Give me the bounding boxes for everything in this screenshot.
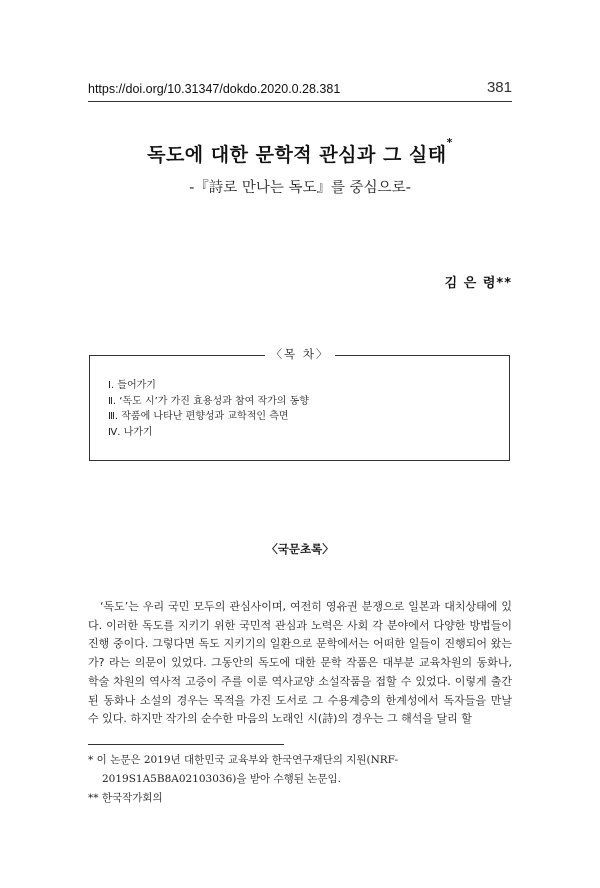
toc-item[interactable]: Ⅱ. ‘독도 시’가 가진 효용성과 참여 작가의 동향: [108, 395, 309, 407]
toc-item[interactable]: Ⅲ. 작품에 나타난 편향성과 교학적인 측면: [108, 411, 289, 422]
abstract-body: [88, 598, 512, 729]
footnote-funding: * 이 논문은 2019년 대한민국 교육부와 한국연구재단의 지원(NRF-2019S1A5B8A02103036)을 받아 수행된 논문임.: [88, 754, 399, 785]
toc-heading-text: 〈목 차〉: [265, 347, 336, 361]
article-subtitle: -『詩로 만나는 독도』를 중심으로-: [189, 180, 411, 196]
abstract-heading: 〈국문초록〉: [266, 542, 334, 556]
footnote-affiliation: ** 한국작가회의: [88, 792, 163, 804]
abstract-paragraph: ‘독도’는 우리 국민 모두의 관심사이며, 여전히 영유권 분쟁으로 일본과 대치상태에 있다. 이러한 독도를 지키기 위한 국민적 관심과 노력은 사회 각 분야에서 다양한 방법들이 진행 중이다. 그렇다면 독도 지키기의 일환으로 문학에서는 어떠한 일들이 진행되어 왔는가? 라는 의문이 있었다. 그동안의 독도에 대한 문학 작품은 대부분 교육차원의 동화나, 학술 차원의 역사적 고증이 주를 이룬 역사교양 소설작품을 접할 수 있었다. 이렇게 출간된 동화나 소설의 경우는 목적을 가진 도서로 그 수용계층의 한계성에서 독자들을 만날 수 있다. 하지만 작가의 순수한 마음의 노래인 시(詩)의 경우는 그 해석을 달리 할: [88, 600, 512, 726]
footnote-rule: [88, 744, 284, 745]
doi-link[interactable]: https://doi.org/10.31347/dokdo.2020.0.28.381: [88, 82, 341, 96]
page-number: 381: [486, 79, 512, 96]
article-title: [0, 136, 600, 167]
author-name: 김 은 령**: [444, 276, 512, 291]
toc-list: [108, 378, 309, 440]
page-header: [88, 79, 512, 101]
toc-item[interactable]: Ⅳ. 나가기: [108, 426, 153, 438]
toc-item[interactable]: Ⅰ. 들어가기: [108, 380, 156, 391]
footnotes: [88, 751, 512, 808]
toc-heading: [0, 346, 600, 362]
title-text: 독도에 대한 문학적 관심과 그 실태: [147, 144, 447, 166]
header-rule: [88, 101, 512, 102]
title-footnote-marker[interactable]: *: [446, 136, 453, 149]
